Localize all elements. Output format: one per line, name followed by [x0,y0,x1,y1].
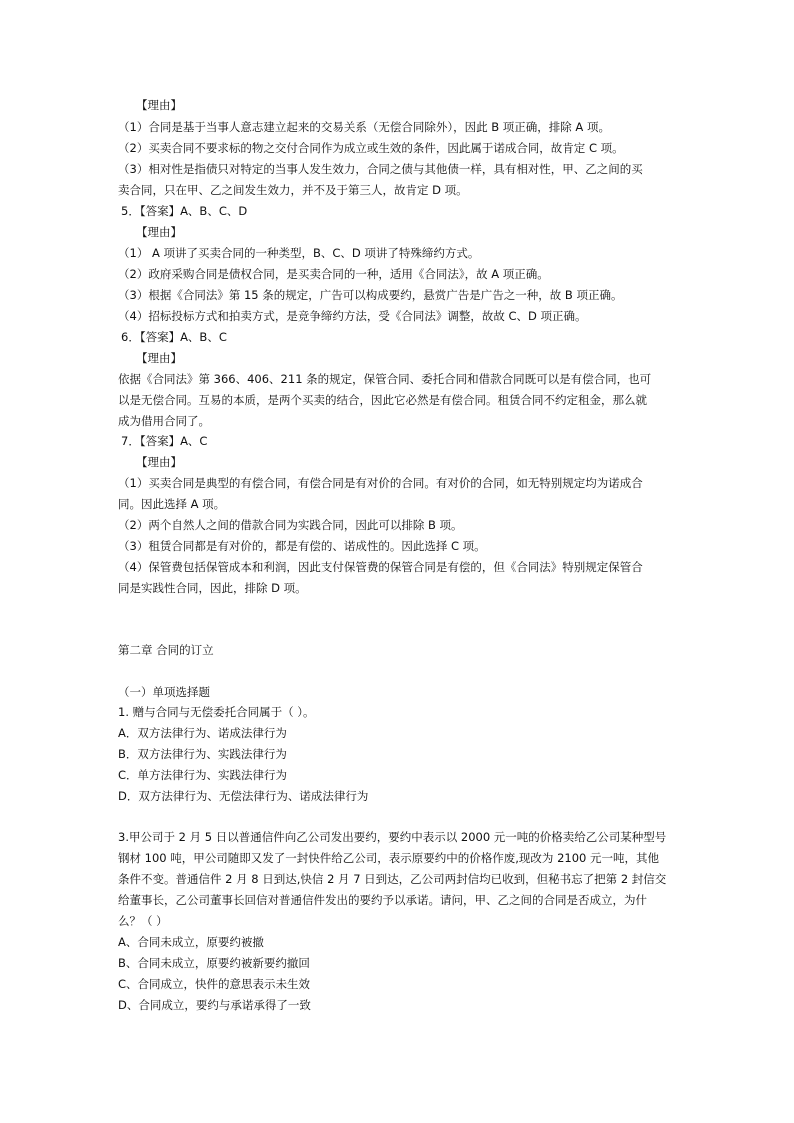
question-option: D．双方法律行为、无偿法律行为、诺成法律行为 [118,789,369,803]
reason-line: 依据《合同法》第 366、406、211 条的规定，保管合同、委托合同和借款合同既可以是有偿合同，也可 [118,372,652,386]
reason-line: （3）租赁合同都是有对价的，都是有偿的、诺成性的。因此选择 C 项。 [118,539,486,553]
reason-line: 同是实践性合同，因此，排除 D 项。 [118,581,307,595]
section-title: （一）单项选择题 [118,685,210,699]
question-option: A．双方法律行为、诺成法律行为 [118,726,287,740]
answer-line: 5．【答案】A、B、C、D [121,204,248,218]
reason-line: 以是无偿合同。互易的本质，是两个买卖的结合，因此它必然是有偿合同。租赁合同不约定租金，那么就 [118,393,647,407]
question-option: D、合同成立，要约与承诺承得了一致 [118,998,311,1012]
reason-line: 成为借用合同了。 [118,414,210,428]
question-option: A、合同未成立，原要约被撤 [118,935,264,949]
question-option: C、合同成立，快件的意思表示未生效 [118,977,311,991]
question-stem-line: 3.甲公司于 2 月 5 日以普通信件向乙公司发出要约，要约中表示以 2000 元一吨的价格卖给乙公司某种型号 [118,830,667,844]
reason-line: （1）合同是基于当事人意志建立起来的交易关系（无偿合同除外），因此 B 项正确，排除 A 项。 [118,120,610,134]
question-option: B．双方法律行为、实践法律行为 [118,747,287,761]
question-option: B、合同未成立，原要约被新要约撤回 [118,956,310,970]
question-stem-line: 么？（ ） [118,914,168,928]
reason-line: 同。因此选择 A 项。 [118,497,226,511]
question-stem: 1. 赠与合同与无偿委托合同属于（ ）。 [118,705,315,719]
answer-line: 6．【答案】A、B、C [121,330,227,344]
question-stem-line: 给董事长，乙公司董事长回信对普通信件发出的要约予以承诺。请问，甲、乙之间的合同是否成立，为什 [118,893,647,907]
reason-line: （4）保管费包括保管成本和利润，因此支付保管费的保管合同是有偿的，但《合同法》特别规定保管合 [118,560,643,574]
answer-line: 7．【答案】A、C [121,434,208,448]
reason-heading: 【理由】 [136,225,182,239]
chapter-title: 第二章 合同的订立 [118,643,214,657]
reason-line: （2）政府采购合同是债权合同，是买卖合同的一种，适用《合同法》，故 A 项正确。 [118,267,549,281]
reason-line: （3）相对性是指债只对特定的当事人发生效力，合同之债与其他债一样，具有相对性，甲、乙之间的买 [118,162,643,176]
reason-line: （2）两个自然人之间的借款合同为实践合同，因此可以排除 B 项。 [118,518,463,532]
reason-heading: 【理由】 [136,351,182,365]
reason-line: （3）根据《合同法》第 15 条的规定，广告可以构成要约，悬赏广告是广告之一种，故 B 项正确。 [118,288,623,302]
reason-line: （2）买卖合同不要求标的物之交付合同作为成立或生效的条件，因此属于诺成合同，故肯定 C 项。 [118,141,624,155]
reason-heading: 【理由】 [136,98,182,112]
reason-line: （1）买卖合同是典型的有偿合同，有偿合同是有对价的合同。有对价的合同，如无特别规定均为诺成合 [118,476,643,490]
reason-line: （1） A 项讲了买卖合同的一种类型，B、C、D 项讲了特殊缔约方式。 [118,246,480,260]
question-option: C．单方法律行为、实践法律行为 [118,768,288,782]
reason-line: （4）招标投标方式和拍卖方式，是竞争缔约方法，受《合同法》调整，故故 C、D 项正确。 [118,309,587,323]
reason-heading: 【理由】 [136,455,182,469]
question-stem-line: 钢材 100 吨，甲公司随即又发了一封快件给乙公司，表示原要约中的价格作废,现改为 2100 元一吨，其他 [118,851,659,865]
question-stem-line: 条件不变。普通信件 2 月 8 日到达,快信 2 月 7 日到达，乙公司两封信均已收到，但秘书忘了把第 2 封信交 [118,872,667,886]
reason-line: 卖合同，只在甲、乙之间发生效力，并不及于第三人，故肯定 D 项。 [118,183,468,197]
